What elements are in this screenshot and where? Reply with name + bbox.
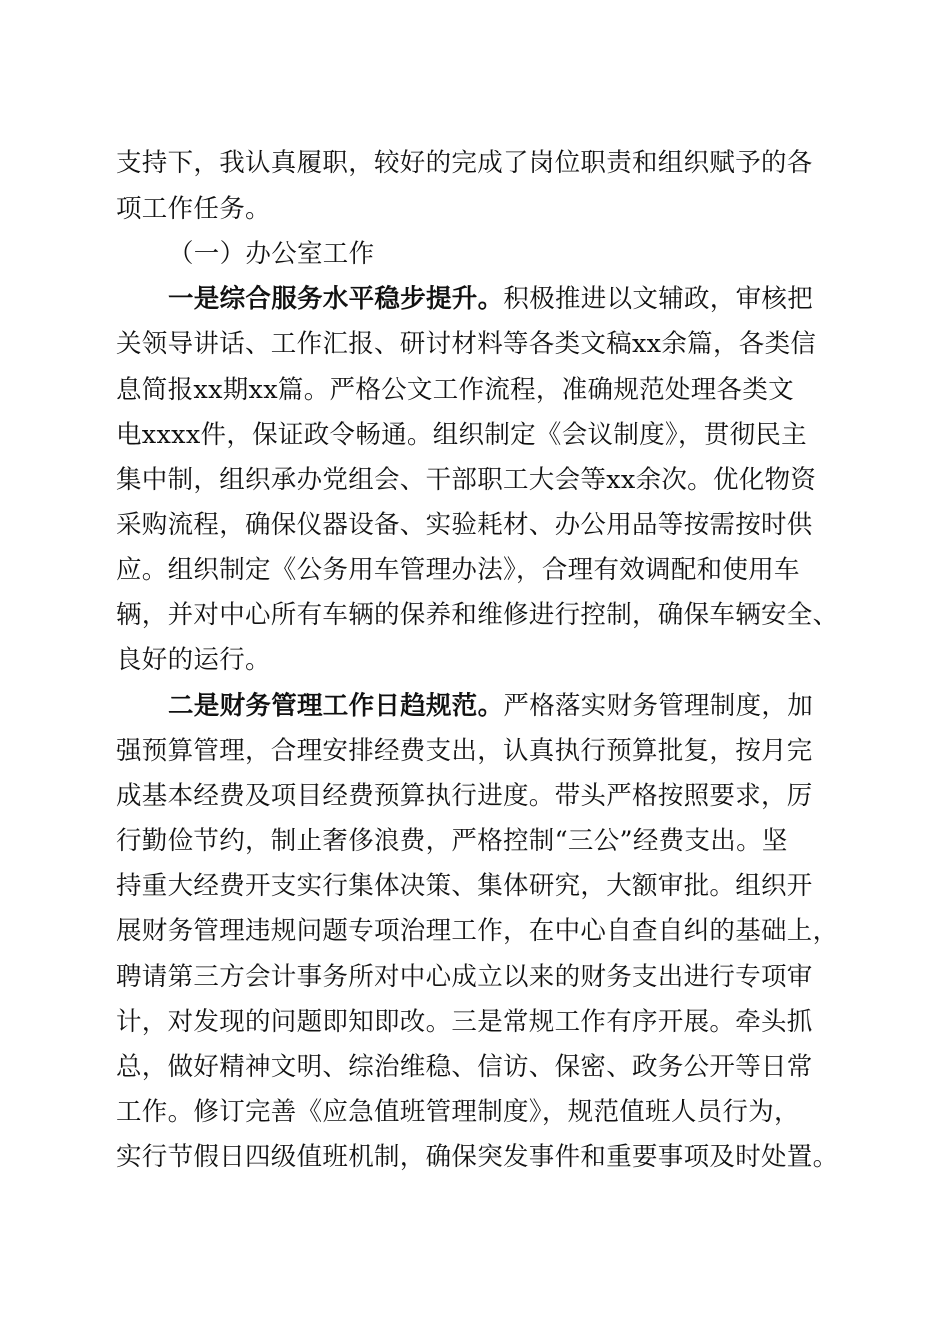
text-line: 聘请第三方会计事务所对中心成立以来的财务支出进行专项审 [116,962,813,992]
section-heading: （一）办公室工作 [168,239,375,269]
paragraph-text: 积极推进以文辅政，审核把 [503,284,814,314]
paragraph-text: 严格落实财务管理制度，加 [503,691,814,721]
text-line: 支持下，我认真履职，较好的完成了岗位职责和组织赋予的各 [116,148,813,178]
text-line: 集中制，组织承办党组会、干部职工大会等xx余次。优化物资 [116,465,817,495]
text-line: 展财务管理违规问题专项治理工作，在中心自查自纠的基础上， [116,916,839,946]
text-line: 计，对发现的问题即知即改。三是常规工作有序开展。牵头抓 [116,1007,813,1037]
text-line: 电xxxx件，保证政令畅通。组织制定《会议制度》，贯彻民主 [116,420,807,450]
text-line: 良好的运行。 [116,645,271,675]
text-line: 采购流程，确保仪器设备、实验耗材、办公用品等按需按时供 [116,510,813,540]
paragraph-line [168,689,813,723]
text-line: 项工作任务。 [116,194,271,224]
text-line: 总，做好精神文明、综治维稳、信访、保密、政务公开等日常 [116,1052,813,1082]
text-line: 行勤俭节约，制止奢侈浪费，严格控制“三公”经费支出。坚 [116,826,788,856]
text-line: 息简报xx期xx篇。严格公文工作流程，准确规范处理各类文 [116,375,794,405]
paragraph-lead: 二是财务管理工作日趋规范。 [168,691,504,721]
text-line: 工作。修订完善《应急值班管理制度》，规范值班人员行为， [116,1097,800,1127]
text-line: 应。组织制定《公务用车管理办法》，合理有效调配和使用车 [116,555,800,585]
text-line: 强预算管理，合理安排经费支出，认真执行预算批复，按月完 [116,736,813,766]
text-line: 关领导讲话、工作汇报、研讨材料等各类文稿xx余篇，各类信 [116,329,817,359]
text-line: 辆，并对中心所有车辆的保养和维修进行控制，确保车辆安全、 [116,600,839,630]
text-line: 持重大经费开支实行集体决策、集体研究，大额审批。组织开 [116,871,813,901]
paragraph-lead: 一是综合服务水平稳步提升。 [168,284,504,314]
text-line: 实行节假日四级值班机制，确保突发事件和重要事项及时处置。 [116,1142,839,1172]
text-line: 成基本经费及项目经费预算执行进度。带头严格按照要求，厉 [116,781,813,811]
paragraph-line [168,282,813,316]
